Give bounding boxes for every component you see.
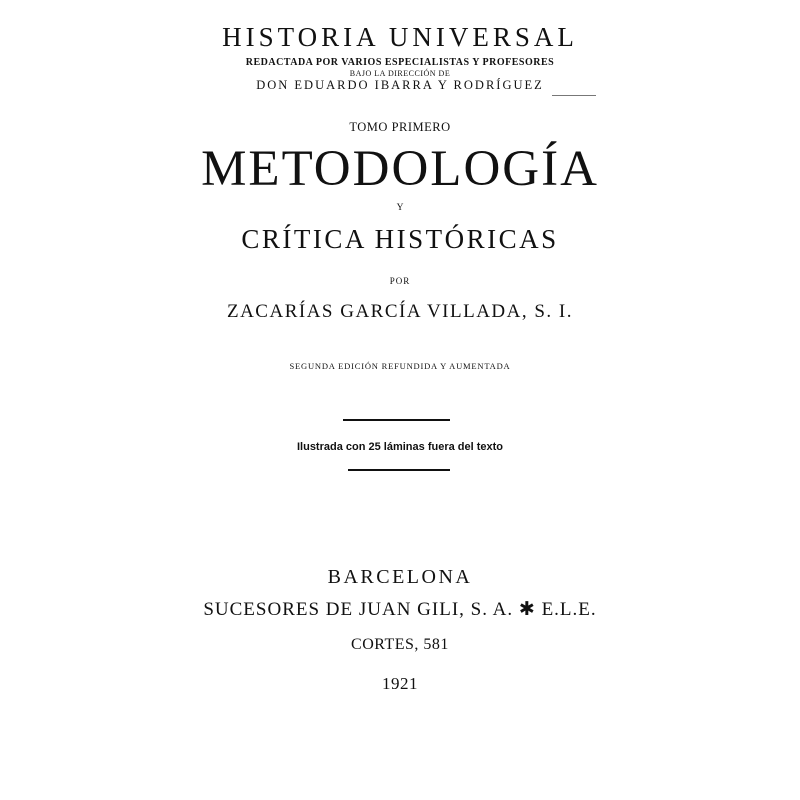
series-direction-line: BAJO LA DIRECCIÓN DE xyxy=(349,69,451,78)
divider-top xyxy=(343,419,450,421)
series-title: HISTORIA UNIVERSAL xyxy=(222,22,578,52)
title-conjunction: Y xyxy=(396,203,404,213)
illustrations-note: Ilustrada con 25 láminas fuera del texto xyxy=(296,441,503,453)
divider-bottom xyxy=(348,469,450,471)
imprint-city: BARCELONA xyxy=(327,566,473,588)
volume-label: TOMO PRIMERO xyxy=(349,120,451,134)
edition-statement: SEGUNDA EDICIÓN REFUNDIDA Y AUMENTADA xyxy=(289,361,511,371)
imprint-year: 1921 xyxy=(382,674,418,693)
main-title: METODOLOGÍA xyxy=(201,141,599,197)
imprint-publisher: SUCESORES DE JUAN GILI, S. A. ✱ E.L.E. xyxy=(203,599,597,620)
short-rule xyxy=(552,95,596,96)
author-name: ZACARÍAS GARCÍA VILLADA, S. I. xyxy=(226,301,574,322)
subtitle: CRÍTICA HISTÓRICAS xyxy=(241,224,559,254)
imprint-address: CORTES, 581 xyxy=(351,636,449,653)
series-editors-line: REDACTADA POR VARIOS ESPECIALISTAS Y PROFESORES xyxy=(245,57,555,68)
byline-by: POR xyxy=(389,276,411,286)
series-director-name: DON EDUARDO IBARRA Y RODRÍGUEZ xyxy=(256,78,544,92)
